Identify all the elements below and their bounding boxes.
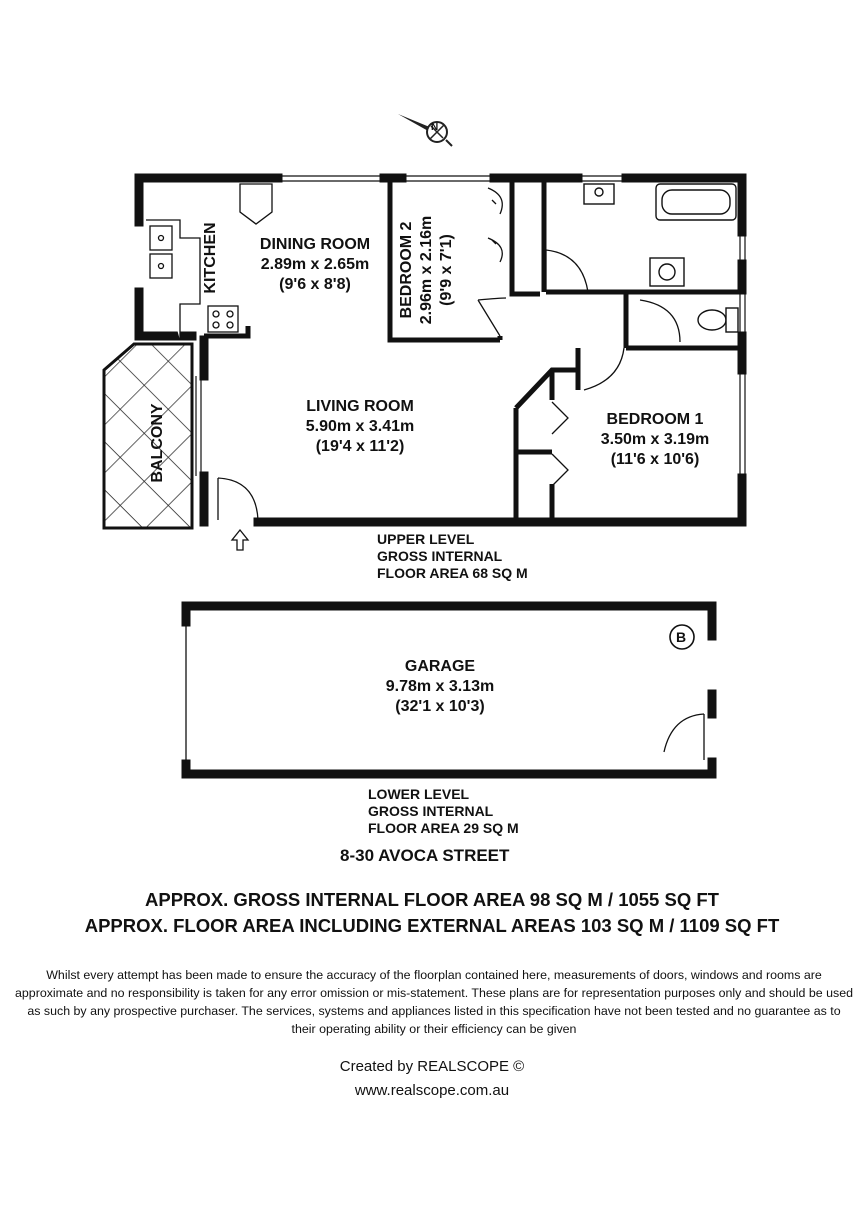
bedroom1-name: BEDROOM 1	[606, 411, 704, 428]
upper-level-label	[377, 531, 528, 582]
compass-icon	[398, 114, 452, 146]
bedroom1-dims: 3.50m x 3.19m	[600, 431, 710, 448]
bedroom1-imperial: (11'6 x 10'6)	[610, 451, 700, 468]
garage-dims: 9.78m x 3.13m	[385, 678, 495, 695]
bedroom2-imperial: (9'9 x 7'1)	[438, 234, 455, 306]
lower-level-label	[368, 786, 519, 837]
living-room-name: LIVING ROOM	[306, 398, 414, 415]
kitchen-label: KITCHEN	[202, 222, 219, 294]
balcony-label: BALCONY	[149, 403, 166, 483]
living-room-dims: 5.90m x 3.41m	[305, 418, 415, 435]
lower-level-line3: FLOOR AREA 29 SQ M	[368, 820, 519, 836]
wardrobe-bedroom2	[478, 188, 506, 336]
dining-room-dims: 2.89m x 2.65m	[260, 256, 370, 273]
entry-arrow-icon	[232, 530, 248, 550]
credit-line: Created by REALSCOPE ©	[339, 1058, 525, 1075]
upper-level-line2: GROSS INTERNAL	[377, 548, 503, 564]
garage-imperial: (32'1 x 10'3)	[395, 698, 485, 715]
upper-level-line3: FLOOR AREA 68 SQ M	[377, 565, 528, 581]
website-link[interactable]: www.realscope.com.au	[354, 1082, 510, 1099]
address: 8-30 AVOCA STREET	[340, 846, 510, 865]
bathroom-fixtures	[584, 184, 738, 332]
garage-name: GARAGE	[404, 658, 476, 675]
bedroom2-label	[397, 205, 457, 335]
area-summary-line1: APPROX. GROSS INTERNAL FLOOR AREA 98 SQ M / 1055 SQ FT	[145, 889, 719, 910]
bedroom2-dims: 2.96m x 2.16m	[418, 215, 435, 325]
dining-room-label	[240, 235, 390, 295]
lower-level-line1: LOWER LEVEL	[368, 786, 470, 802]
disclaimer: Whilst every attempt has been made to ensure the accuracy of the floorplan contained here, measurements of doors, windows and rooms are approximate and no responsibility is taken for any error omission or mis-statement. These plans are for representation purposes only and should be used as such by any prospective purchaser. The services, systems and appliances listed in this specification have not been tested and no guarantee as to their operating ability or their efficiency can be given	[15, 968, 853, 1036]
compass-letter: N	[431, 122, 439, 133]
dining-room-imperial: (9'6 x 8'8)	[279, 276, 351, 293]
living-room-label	[280, 397, 440, 457]
dining-room-name: DINING ROOM	[259, 236, 371, 253]
area-summary-line2: APPROX. FLOOR AREA INCLUDING EXTERNAL AREAS 103 SQ M / 1109 SQ FT	[84, 915, 780, 936]
lower-level-line2: GROSS INTERNAL	[368, 803, 494, 819]
bedroom2-name: BEDROOM 2	[398, 221, 415, 319]
upper-level-line1: UPPER LEVEL	[377, 531, 475, 547]
living-room-imperial: (19'4 x 11'2)	[315, 438, 405, 455]
garage-label	[370, 657, 510, 717]
garage-marker: B	[676, 629, 687, 645]
interior-walls	[204, 180, 742, 522]
bedroom1-label	[580, 410, 730, 470]
